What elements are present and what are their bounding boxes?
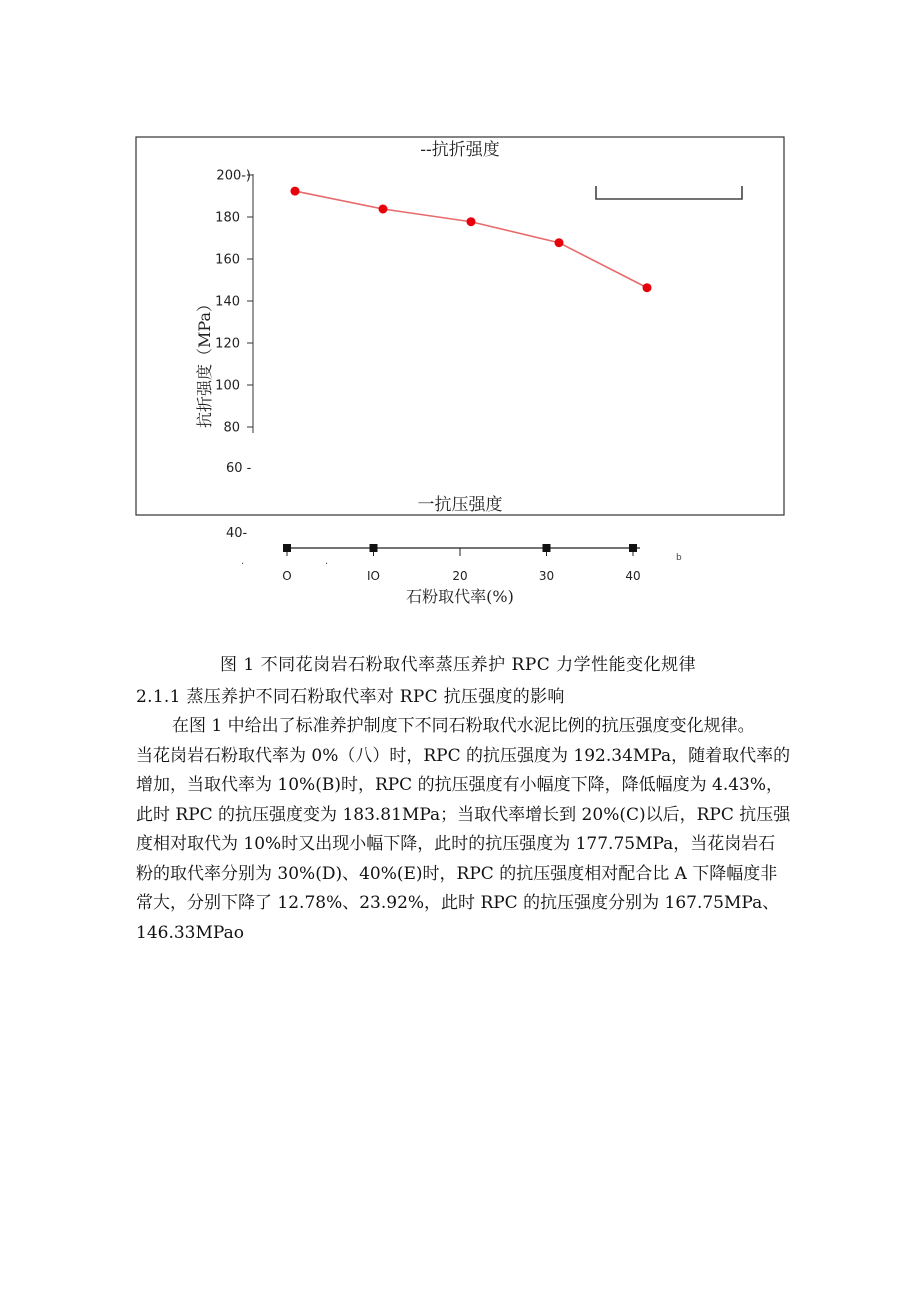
data-point	[643, 283, 652, 292]
paragraph-line: 度相对取代为 10%时又出现小幅下降，此时的抗压强度为 177.75MPa，当花岗岩石	[136, 834, 776, 854]
x-tick-label: IO	[367, 569, 380, 583]
chart-title-bottom: 一抗压强度	[417, 495, 503, 515]
series-line-group	[295, 191, 647, 288]
lower-square-marker	[543, 544, 551, 552]
series-points-group	[291, 187, 652, 293]
stray-mark: .	[325, 556, 329, 567]
paragraph-line: 此时 RPC 的抗压强度变为 183.81MPa；当取代率增长到 20%(C)以后，RPC 抗压强	[136, 804, 791, 825]
stray-mark: b	[676, 553, 682, 563]
lower-square-marker	[370, 544, 378, 552]
outside-tick-label: 40-	[226, 526, 248, 541]
outside-tick-label: 60 -	[226, 461, 252, 476]
x-tick-label: O	[282, 569, 292, 583]
lower-square-marker	[629, 544, 637, 552]
x-tick-label: 40	[625, 569, 641, 583]
outside-ticks	[226, 461, 252, 541]
y-tick-label: 160	[215, 252, 240, 268]
y-tick-label: 180	[215, 210, 240, 226]
paragraph-line: 在图 1 中给出了标准养护制度下不同石粉取代水泥比例的抗压强度变化规律。	[172, 716, 755, 736]
legend-bracket	[596, 186, 742, 199]
paragraph-line: 常大，分别下降了 12.78%、23.92%，此时 RPC 的抗压强度分别为 167.75MPa、	[136, 893, 780, 913]
data-point	[379, 204, 388, 213]
data-point	[467, 217, 476, 226]
x-axis-label: 石粉取代率(%)	[406, 587, 514, 606]
y-tick-label: 140	[215, 294, 240, 310]
stray-mark: .	[241, 556, 245, 567]
paragraph-line: 增加，当取代率为 10%(B)时，RPC 的抗压强度有小幅度下降，降低幅度为 4.43%，	[136, 775, 784, 795]
paragraph-line: 粉的取代率分别为 30%(D)、40%(E)时，RPC 的抗压强度相对配合比 A 下降幅度非	[136, 863, 778, 884]
x-tick-label: 20	[452, 569, 468, 583]
lower-axis-group	[241, 544, 682, 583]
x-tick-label: 30	[538, 569, 555, 583]
chart-title-top: --抗折强度	[420, 140, 500, 160]
body-paragraph	[136, 712, 791, 948]
y-tick-label: 200-)	[216, 168, 251, 184]
figure-caption: 图 1 不同花岗岩石粉取代率蒸压养护 RPC 力学性能变化规律	[220, 655, 697, 675]
paragraph-line: 146.33MPao	[136, 922, 244, 943]
series-line	[295, 191, 647, 288]
lower-square-marker	[283, 544, 291, 552]
y-ticks	[215, 169, 253, 436]
data-point	[555, 238, 564, 247]
section-heading: 2.1.1 蒸压养护不同石粉取代率对 RPC 抗压强度的影响	[136, 687, 565, 707]
y-axis-label: 抗折强度（MPa）	[195, 296, 214, 428]
strength-chart	[0, 0, 920, 620]
y-tick-label: 100	[215, 378, 240, 394]
paragraph-line: 当花岗岩石粉取代率为 0%（八）时，RPC 的抗压强度为 192.34MPa，随着取代率的	[136, 745, 791, 766]
data-point	[291, 187, 300, 196]
y-tick-label: 80	[223, 420, 240, 436]
y-tick-label: 120	[215, 336, 240, 352]
chart-frame	[136, 137, 784, 515]
